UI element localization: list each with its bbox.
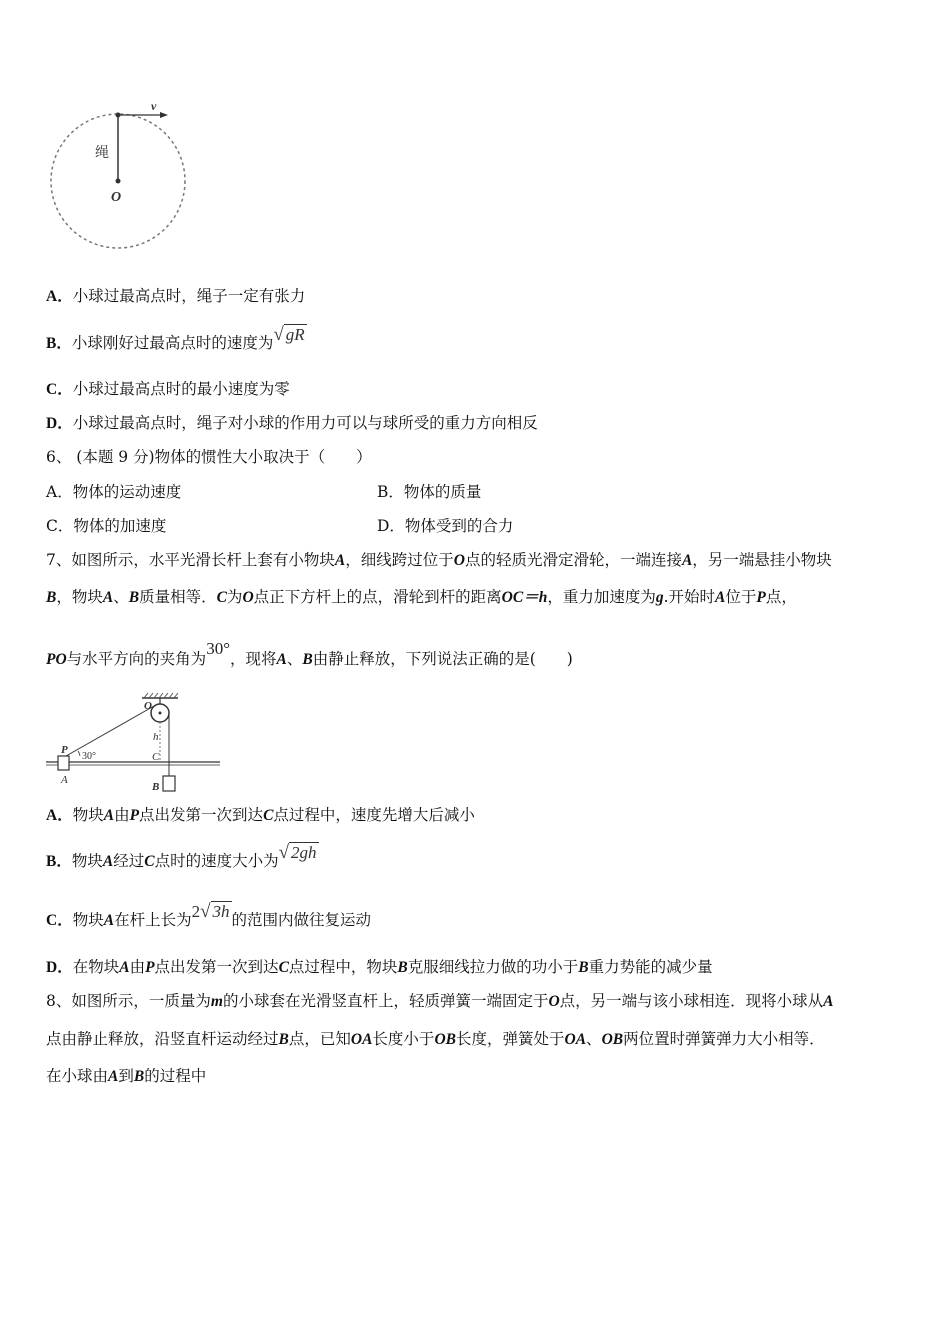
math-variable: A xyxy=(681,552,693,569)
text-span: .开始时 xyxy=(663,588,716,606)
q5-option-a xyxy=(46,286,305,307)
q5-option-b xyxy=(46,324,307,354)
text-span: 点时的速度大小为 xyxy=(154,852,279,870)
string-PA xyxy=(66,706,154,756)
q7-option-a xyxy=(46,805,475,826)
block-B xyxy=(163,776,175,791)
text-span: 小球刚好过最高点时的速度为 xyxy=(71,334,274,352)
text-span: 小球过最高点时，绳子对小球的作用力可以与球所受的重力方向相反 xyxy=(72,414,538,432)
text-span: 在小球由 xyxy=(46,1067,109,1085)
q8-line-1 xyxy=(46,991,834,1012)
text-span: 点， xyxy=(765,588,797,606)
math-variable: P xyxy=(145,959,155,976)
text-span: 小球过最高点时，绳子一定有张力 xyxy=(72,287,306,305)
q6-option-c: C．物体的加速度 xyxy=(46,517,167,535)
text-span: ，另一端悬挂小物块 xyxy=(692,551,832,569)
math-variable: C xyxy=(263,807,274,824)
text-span: 的过程中 xyxy=(144,1067,207,1085)
math-variable: C xyxy=(144,853,155,870)
text-span: 由 xyxy=(129,958,146,976)
label-P: P xyxy=(61,744,68,756)
text-span: 的范围内做往复运动 xyxy=(231,911,372,929)
text-span: ，重力加速度为 xyxy=(547,588,656,606)
text-span: 长度小于 xyxy=(372,1030,435,1048)
math-variable: OA xyxy=(350,1031,373,1048)
math-variable: A xyxy=(103,912,115,929)
text-span: 由静止释放，下列说法正确的是( ) xyxy=(312,650,573,668)
text-span: 3h xyxy=(212,902,230,921)
angle-30: 30° xyxy=(206,639,230,658)
q7-option-c xyxy=(46,901,372,931)
label-h: h xyxy=(153,731,159,743)
block-A xyxy=(58,756,69,770)
q6-stem: 6、 (本题 9 分)物体的惯性大小取决于（ ） xyxy=(46,448,372,466)
angle-arc xyxy=(78,751,80,756)
math-variable: P xyxy=(756,589,766,606)
math-variable: OA xyxy=(564,1031,587,1048)
math-variable: O xyxy=(242,589,254,606)
math-variable: g xyxy=(655,589,664,606)
label-A: A xyxy=(61,774,68,786)
label-B: B xyxy=(152,781,160,793)
text-span: 质量相等． xyxy=(139,588,217,606)
text-span: 、 xyxy=(113,588,129,606)
math-variable: A xyxy=(276,651,287,668)
q6-option-a: A．物体的运动速度 xyxy=(46,483,182,501)
text-span: 克服细线拉力做的功小于 xyxy=(407,958,579,976)
math-variable: A xyxy=(102,853,114,870)
text-span: 小球过最高点时的最小速度为零 xyxy=(72,380,290,398)
math-variable: B xyxy=(278,1031,289,1048)
math-variable: A xyxy=(102,589,114,606)
math-variable: C xyxy=(216,589,227,606)
text-span: 在物块 xyxy=(72,958,120,976)
text-span: 长度，弹簧处于 xyxy=(455,1030,565,1048)
text-span: B． xyxy=(46,335,72,352)
text-span: gR xyxy=(285,325,305,344)
text-span: 点，另一端与该小球相连．现将小球从 xyxy=(559,992,824,1010)
label-O: O xyxy=(111,190,122,205)
text-span: √ xyxy=(200,901,211,922)
text-span: 到 xyxy=(118,1067,134,1085)
text-span: 与水平方向的夹角为 xyxy=(66,650,207,668)
math-variable: B xyxy=(128,589,140,606)
math-variable: OC＝h xyxy=(501,589,548,606)
math-variable: P xyxy=(129,807,140,824)
math-variable: m xyxy=(210,993,223,1010)
text-span: 2 xyxy=(191,902,201,921)
text-span: 为 xyxy=(226,588,243,606)
text-span: 、 xyxy=(586,1030,602,1048)
text-span: ，物块 xyxy=(56,588,103,606)
math-sqrt-gR xyxy=(273,325,306,344)
text-span: 经过 xyxy=(113,852,145,870)
q6-option-b: B．物体的质量 xyxy=(377,483,482,501)
text-span: 点过程中，物块 xyxy=(288,958,398,976)
math-sqrt-2gh xyxy=(279,843,319,862)
pulley-axle xyxy=(159,712,162,715)
text-span: ，细线跨过位于 xyxy=(345,551,454,569)
text-span: D． xyxy=(46,415,73,432)
math-variable: OB xyxy=(601,1031,624,1048)
text-span: 点由静止释放，沿竖直杆运动经过 xyxy=(46,1030,279,1048)
math-variable: A xyxy=(103,807,115,824)
label-O: O xyxy=(144,700,152,712)
text-span: 点，已知 xyxy=(288,1030,351,1048)
math-variable: A xyxy=(108,1068,119,1085)
text-span: √ xyxy=(273,324,284,345)
text-span: 两位置时弹簧弹力大小相等． xyxy=(623,1030,825,1048)
math-variable: A xyxy=(119,959,130,976)
text-span: 点过程中，速度先增大后减小 xyxy=(273,806,475,824)
q5-option-c xyxy=(46,379,290,400)
text-span: 2gh xyxy=(291,843,317,862)
text-span: 点的轻质光滑定滑轮，一端连接 xyxy=(464,551,682,569)
text-span: 点正下方杆上的点，滑轮到杆的距离 xyxy=(253,588,502,606)
label-v: v xyxy=(151,99,157,113)
text-span: 8、如图所示，一质量为 xyxy=(46,992,211,1010)
math-variable: OB xyxy=(434,1031,456,1048)
text-span: 物块 xyxy=(71,852,103,870)
text-span: 7、如图所示，水平光滑长杆上套有小物块 xyxy=(46,551,335,569)
text-span: B． xyxy=(46,853,72,870)
math-variable: O xyxy=(453,552,465,569)
text-span: C． xyxy=(46,912,73,929)
text-span: 点出发第一次到达 xyxy=(154,958,279,976)
math-variable: PO xyxy=(46,651,67,668)
text-span: A． xyxy=(46,288,73,305)
text-span: 点出发第一次到达 xyxy=(139,806,264,824)
q7-stem-line-3 xyxy=(46,639,573,670)
center-dot xyxy=(116,179,121,184)
figure-pulley xyxy=(42,692,227,798)
text-span: 由 xyxy=(114,806,130,824)
text-span: A． xyxy=(46,807,73,824)
text-span: √ xyxy=(278,842,290,863)
velocity-arrowhead xyxy=(160,112,168,118)
math-2sqrt-3h xyxy=(192,902,232,921)
q7-stem-line-2 xyxy=(46,587,797,608)
text-span: 重力势能的减少量 xyxy=(588,958,713,976)
label-C: C xyxy=(152,751,160,763)
q6-option-d: D．物体受到的合力 xyxy=(377,517,514,535)
math-variable: B xyxy=(578,959,589,976)
text-span: 的小球套在光滑竖直杆上，轻质弹簧一端固定于 xyxy=(222,992,549,1010)
q8-line-3 xyxy=(46,1066,206,1087)
math-variable: A xyxy=(823,993,834,1010)
math-variable: O xyxy=(548,993,560,1010)
q7-option-b xyxy=(46,842,319,872)
q8-line-2 xyxy=(46,1029,825,1050)
math-variable: A xyxy=(715,589,726,606)
math-variable: C xyxy=(278,959,289,976)
math-variable: B xyxy=(397,959,408,976)
text-span: 位于 xyxy=(725,588,757,606)
label-rope: 绳 xyxy=(95,145,109,161)
text-span: 物块 xyxy=(72,806,104,824)
label-angle: 30° xyxy=(82,751,96,762)
text-span: D． xyxy=(46,959,73,976)
text-span: C． xyxy=(46,381,73,398)
q7-option-d xyxy=(46,957,713,978)
text-span: ，现将 xyxy=(230,650,277,668)
math-variable: B xyxy=(302,651,313,668)
text-span: 物块 xyxy=(72,911,104,929)
math-variable: B xyxy=(133,1068,145,1085)
figure-vertical-circle xyxy=(40,95,200,260)
math-variable: A xyxy=(334,552,346,569)
q7-stem-line-1 xyxy=(46,550,832,571)
math-variable: B xyxy=(46,589,57,606)
text-span: 、 xyxy=(286,650,303,668)
text-span: 在杆上长为 xyxy=(114,911,192,929)
q5-option-d xyxy=(46,413,538,434)
